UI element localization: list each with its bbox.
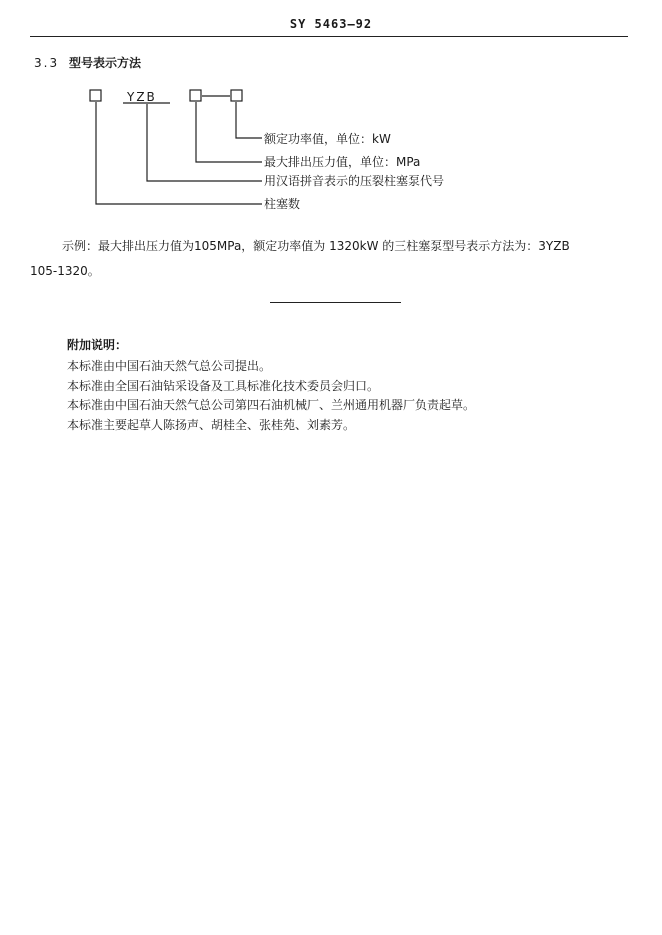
leader-power: [236, 102, 262, 138]
section-number: 3.3: [34, 56, 60, 70]
callout-max-pressure: 最大排出压力值，单位：MPa: [264, 155, 421, 169]
example-text-continued: 105-1320。: [30, 264, 100, 278]
note-line: 本标准由中国石油天然气总公司提出。: [67, 359, 272, 373]
note-line: 本标准由全国石油钻采设备及工具标准化技术委员会归口。: [67, 379, 380, 393]
example-text: 示例：最大排出压力值为105MPa，额定功率值为 1320kW 的三柱塞泵型号表示方法为：3YZB: [62, 239, 570, 253]
callout-plunger-count: 柱塞数: [264, 197, 301, 211]
note-line: 本标准主要起草人陈扬声、胡桂全、张桂苑、刘素芳。: [67, 418, 356, 432]
callout-rated-power: 额定功率值，单位：kW: [264, 132, 391, 146]
note-line: 本标准由中国石油天然气总公司第四石油机械厂、兰州通用机器厂负责起草。: [67, 398, 476, 412]
model-designation-diagram: [0, 0, 662, 230]
end-rule: [270, 302, 401, 303]
section-title: 型号表示方法: [69, 56, 142, 70]
pressure-box: [190, 90, 201, 101]
plunger-count-box: [90, 90, 101, 101]
power-box: [231, 90, 242, 101]
leader-plunger-count: [96, 102, 262, 204]
standard-code-header: SY 5463—92: [289, 17, 373, 31]
notes-title: 附加说明：: [67, 338, 128, 352]
leader-code: [147, 104, 262, 181]
callout-pump-code: 用汉语拼音表示的压裂柱塞泵代号: [264, 174, 445, 188]
leader-pressure: [196, 102, 262, 162]
model-code-letters: YZB: [127, 90, 157, 104]
